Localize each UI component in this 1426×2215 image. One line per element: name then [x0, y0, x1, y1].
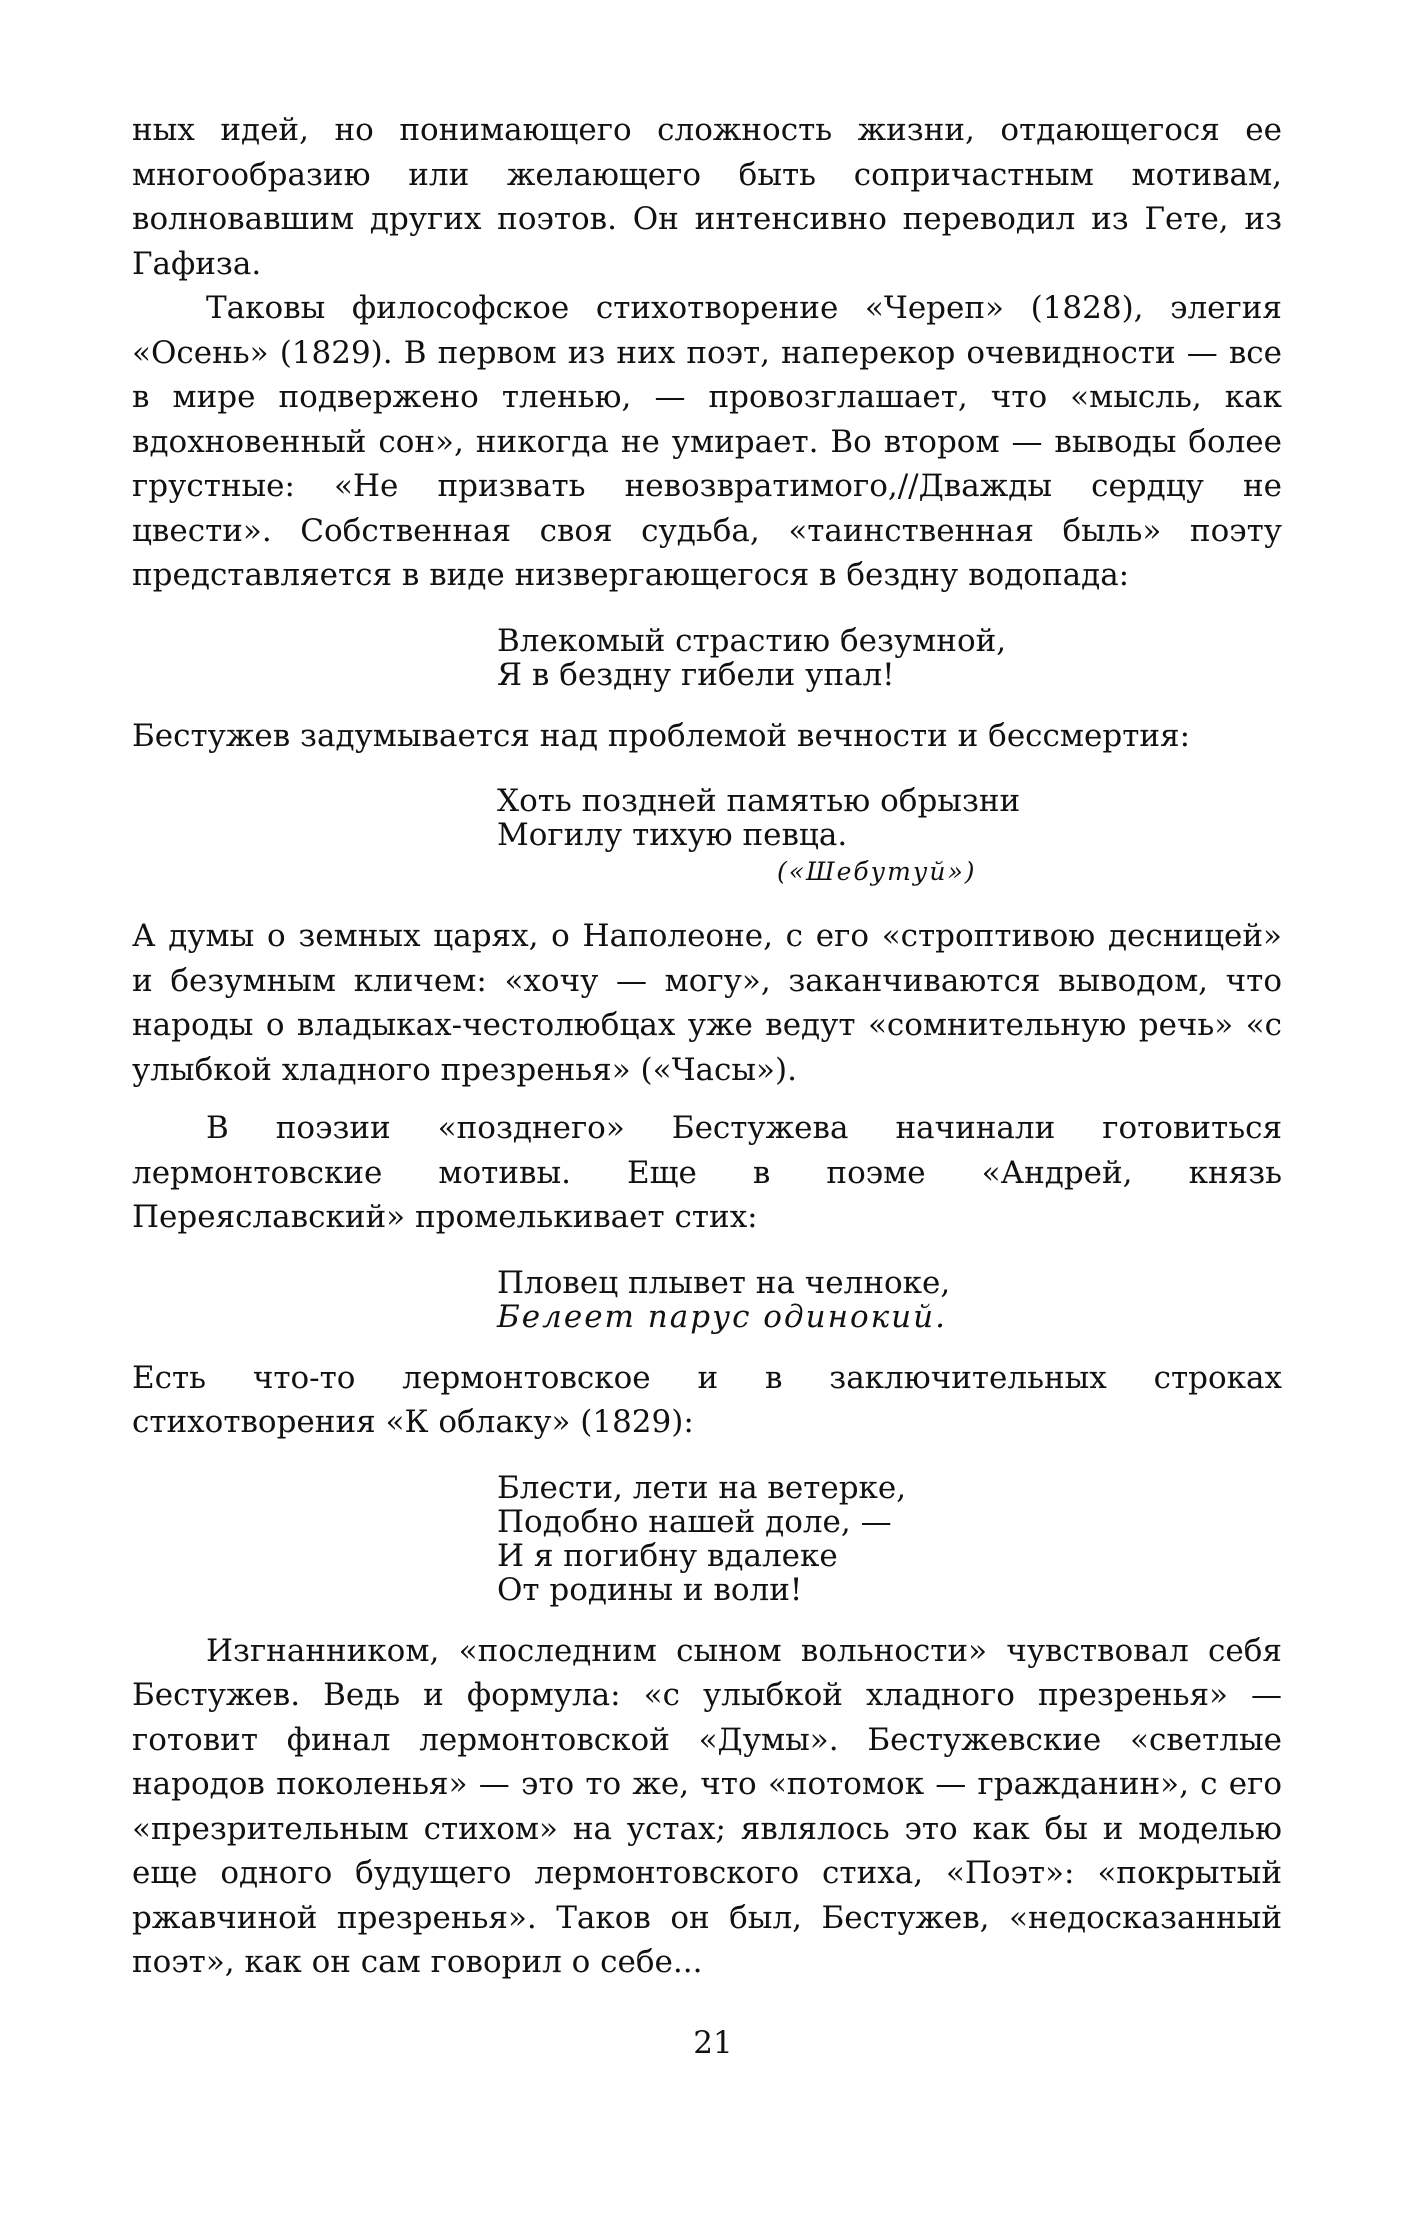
paragraph-2: Таковы философское стихотворение «Череп» (1828), элегия «Осень» (1829). В первом из них поэт, наперекор очевидности — все в мире подвержено тленью, — провозглашает, что «мысль, как вдохновенный сон», никогда не умирает. Во втором — выводы более грустные: «Не призвать невозвратимого,//Дважды сердцу не цвести». Собственная своя судьба, «таинственная быль» поэту представляется в виде низвергающегося в бездну водопада:	[132, 290, 1282, 593]
verse-quote-3	[132, 1266, 1282, 1334]
page-number: 21	[693, 2025, 733, 2061]
paragraph-7: Изгнанником, «последним сыном вольности» чувствовал себя Бестужев. Ведь и формула: «с улыбкой хладного презренья» — готовит финал лермонтовской «Думы». Бестужевские «светлые народов поколенья» — это то же, что «потомок — гражданин», с его «презрительным стихом» на устах; являлось это как бы и моделью еще одного будущего лермонтовского стиха, «Поэт»: «покрытый ржавчиной презренья». Таков он был, Бестужев, «недосказанный поэт», как он сам говорил о себе...	[132, 1632, 1282, 1980]
verse-line: Хоть поздней памятью обрызни	[497, 783, 1021, 819]
verse-attribution: («Шебутуй»)	[777, 857, 977, 886]
verse-line: Блести, лети на ветерке,	[497, 1469, 907, 1506]
verse-line-italic: Белеет парус одинокий.	[497, 1298, 947, 1335]
verse-quote-2	[132, 784, 1282, 892]
paragraph-4: А думы о земных царях, о Наполеоне, с его «строптивою десницей» и безумным кличем: «хочу — могу», заканчиваются выводом, что народы о владыках-честолюбцах уже ведут «сомнительную речь» «с улыбкой хладного презренья» («Часы»).	[132, 918, 1282, 1088]
paragraph-3: Бестужев задумывается над проблемой вечности и бессмертия:	[132, 717, 1191, 754]
verse-line: Я в бездну гибели упал!	[497, 656, 895, 693]
paragraph-1: ных идей, но понимающего сложность жизни, отдающегося ее многообразию или желающего быть сопричастным мотивам, волновавшим других поэтов. Он интенсивно переводил из Гете, из Гафиза.	[132, 112, 1282, 282]
verse-line: От родины и воли!	[497, 1571, 803, 1608]
verse-line: Влекомый страстию безумной,	[497, 622, 1007, 659]
verse-quote-4	[132, 1471, 1282, 1607]
verse-line: И я погибну вдалеке	[497, 1537, 838, 1574]
verse-line: Могилу тихую певца.	[497, 817, 848, 853]
page-body	[132, 108, 1282, 1985]
paragraph-5: В поэзии «позднего» Бестужева начинали готовиться лермонтовские мотивы. Еще в поэме «Андрей, князь Переяславский» промелькивает стих:	[132, 1110, 1282, 1235]
verse-quote-1	[132, 624, 1282, 692]
verse-line: Пловец плывет на челноке,	[497, 1264, 951, 1301]
verse-line: Подобно нашей доле, —	[497, 1503, 892, 1540]
paragraph-6: Есть что-то лермонтовское и в заключительных строках стихотворения «К облаку» (1829):	[132, 1359, 1282, 1440]
